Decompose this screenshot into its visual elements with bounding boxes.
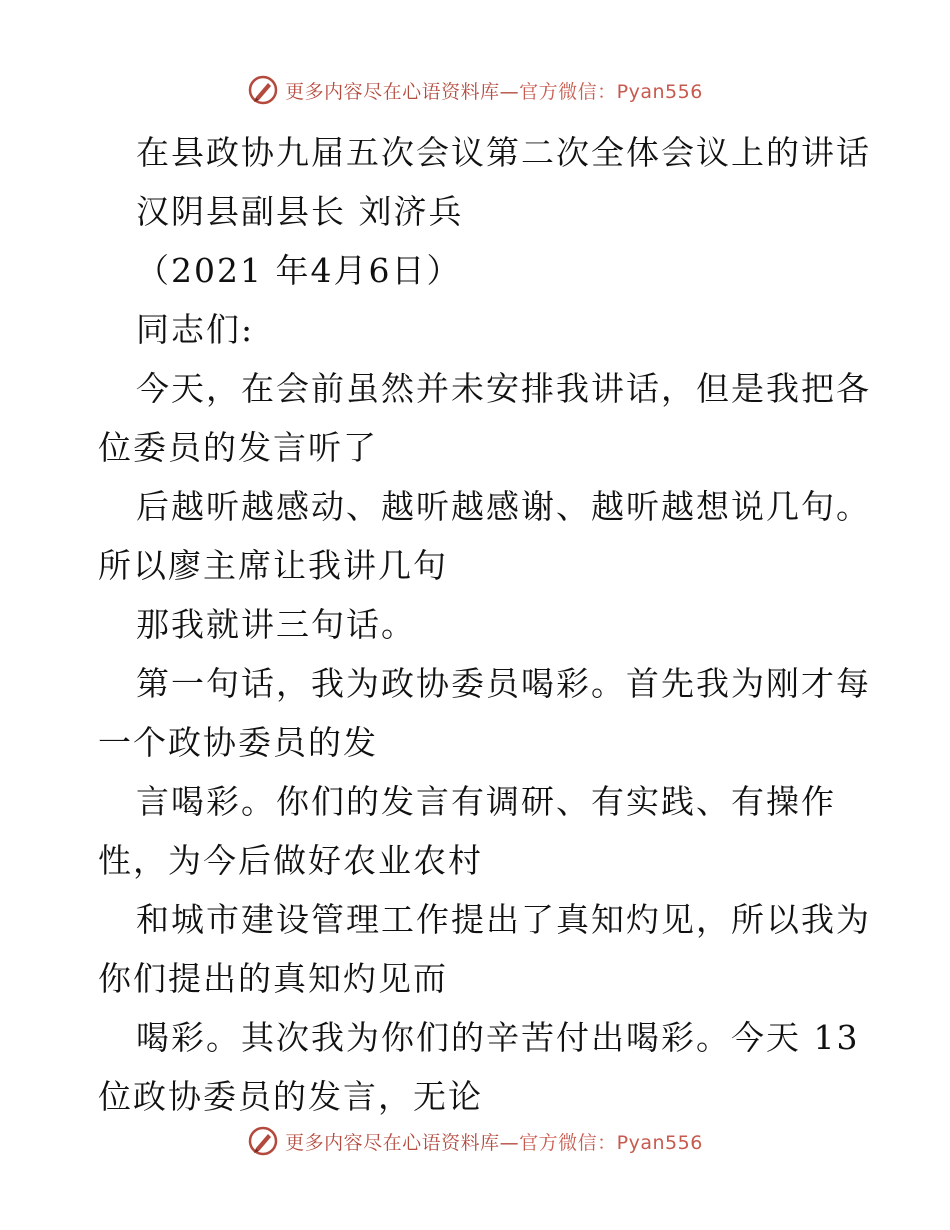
paragraph-line: 第一句话，我为政协委员喝彩。首先我为刚才每 <box>136 664 871 703</box>
paragraph-line: 言喝彩。你们的发言有调研、有实践、有操作 <box>136 782 836 821</box>
watermark-text <box>285 1128 703 1155</box>
paragraph-line: 位委员的发言听了 <box>98 428 378 467</box>
paragraph-line: 那我就讲三句话。 <box>136 605 416 644</box>
paragraph-line: 所以廖主席让我讲几句 <box>98 546 448 585</box>
paragraph-line: 一个政协委员的发 <box>98 723 378 762</box>
watermark-banner-bottom <box>0 1121 950 1161</box>
document-body <box>98 123 871 1126</box>
pen-logo-icon <box>247 74 279 106</box>
watermark-banner-top <box>0 70 950 110</box>
watermark-separator: — <box>499 80 520 103</box>
paragraph-line: 喝彩。其次我为你们的辛苦付出喝彩。今天 13 <box>136 1018 860 1057</box>
paragraph-line: 今天，在会前虽然并未安排我讲话，但是我把各 <box>136 369 871 408</box>
document-author: 汉阴县副县长 刘济兵 <box>136 192 464 231</box>
document-date: （2021 年4月6日） <box>136 251 462 290</box>
watermark-contact: 官方微信：Pyan556 <box>519 1131 703 1154</box>
document-title: 在县政协九届五次会议第二次全体会议上的讲话 <box>136 133 871 172</box>
paragraph-line: 后越听越感动、越听越感谢、越听越想说几句。 <box>136 487 871 526</box>
watermark-separator: — <box>499 1131 520 1154</box>
pen-logo-icon <box>247 1125 279 1157</box>
watermark-contact: 官方微信：Pyan556 <box>519 80 703 103</box>
paragraph-line: 和城市建设管理工作提出了真知灼见，所以我为 <box>136 900 871 939</box>
watermark-slogan: 更多内容尽在心语资料库 <box>285 80 500 103</box>
paragraph-line: 位政协委员的发言，无论 <box>98 1077 483 1116</box>
paragraph-line: 性，为今后做好农业农村 <box>98 841 483 880</box>
document-salutation: 同志们: <box>136 310 255 349</box>
watermark-text <box>285 77 703 104</box>
paragraph-line: 你们提出的真知灼见而 <box>98 959 448 998</box>
watermark-slogan: 更多内容尽在心语资料库 <box>285 1131 500 1154</box>
